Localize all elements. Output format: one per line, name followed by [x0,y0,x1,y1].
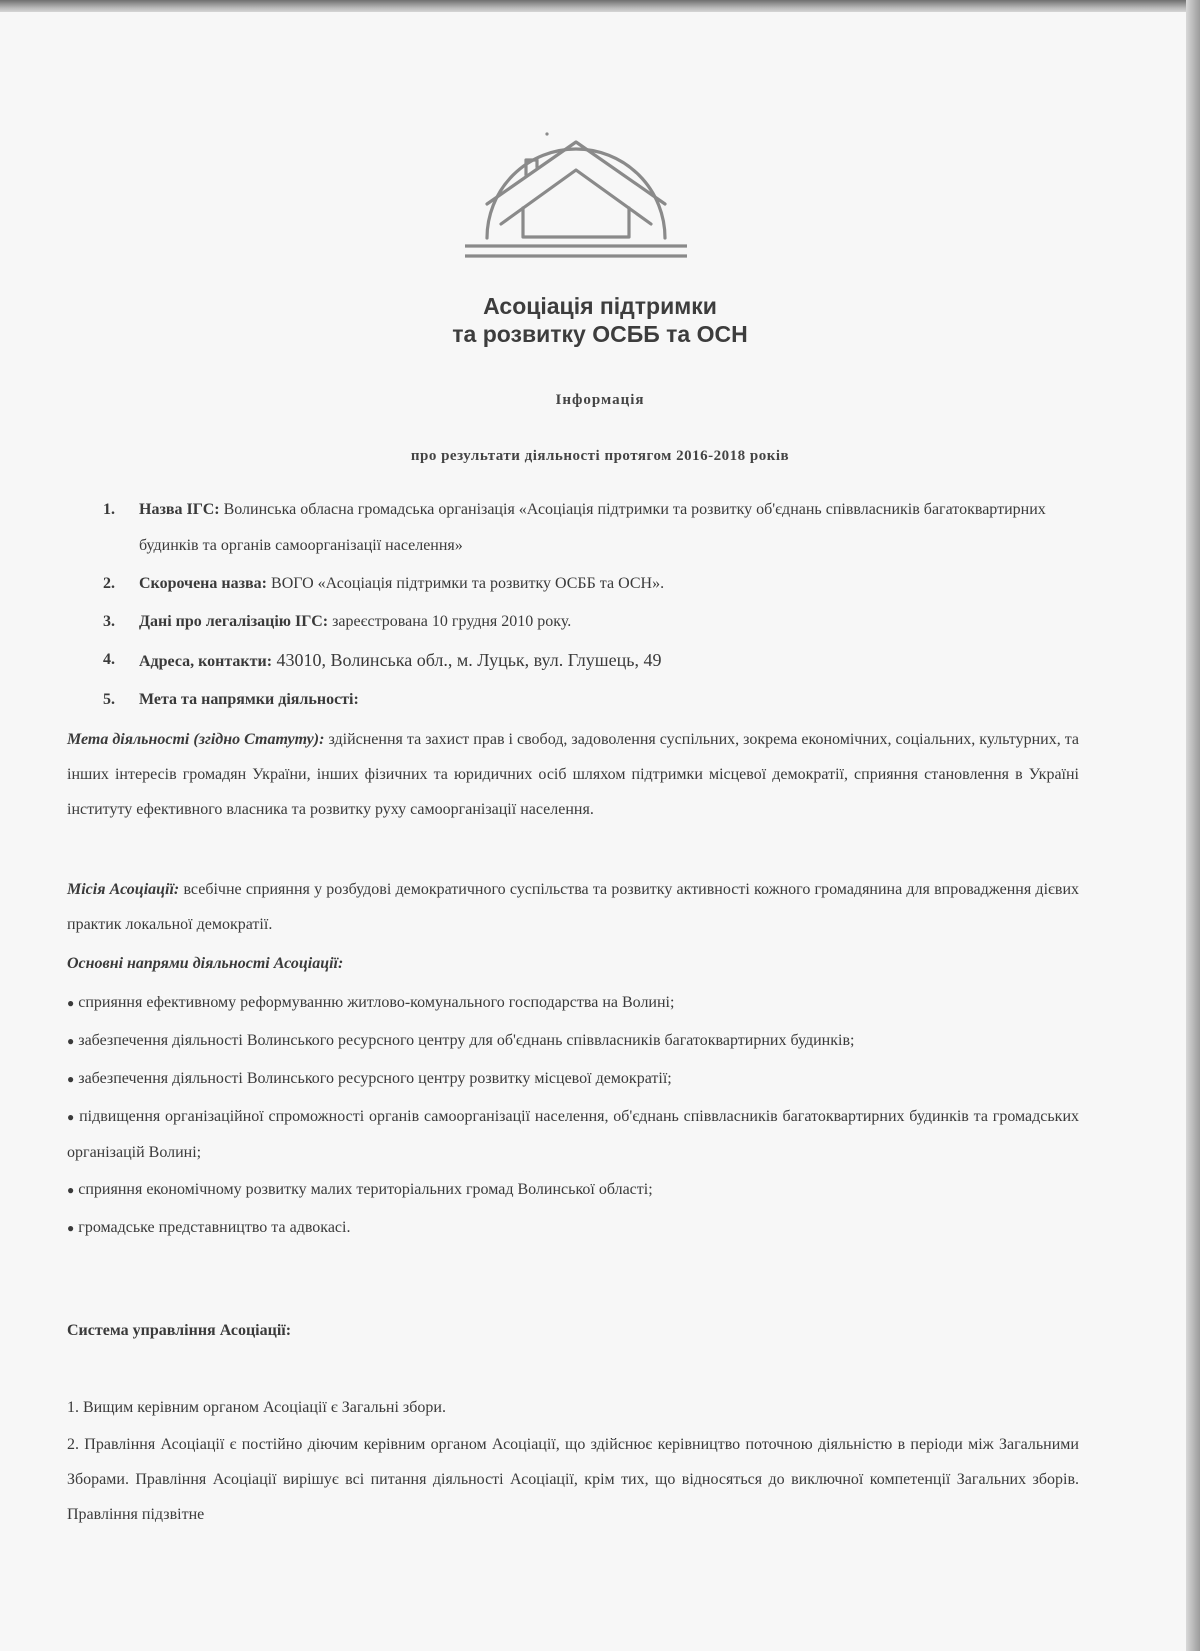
info-item-number: 3. [103,613,115,630]
list-item-text: підвищення організаційної спроможності органів самоорганізації населення, об'єднань співвласників багатоквартирних будинків та громадських організацій Волині; [67,1108,1080,1161]
directions-heading [67,946,1079,981]
info-item [103,566,1078,602]
scan-right-edge [1186,0,1200,1651]
mission-text: всебічне сприяння у розбудові демократичного суспільства та розвитку активності кожного громадянина для впровадження дієвих практик локальної демократії. [67,881,1080,933]
list-item [67,1099,1079,1170]
mission-paragraph [67,872,1079,942]
info-item-value: ВОГО «Асоціація підтримки та розвитку ОСББ та ОСН». [267,575,665,592]
bullet-icon: ● [67,996,75,1010]
directions-label: Основні напрями діяльності Асоціації: [67,955,344,972]
document-subheading: про результати діяльності протягом 2016-2018 років [410,448,790,464]
list-item-text: сприяння економічному розвитку малих територіальних громад Волинської області; [78,1181,653,1198]
list-item [67,1172,1079,1208]
info-item-number: 5. [103,691,115,708]
info-item-label: Назва ІГС: [139,501,220,518]
house-logo-icon [465,112,687,282]
info-item-number: 1. [103,501,115,518]
list-item-text: забезпечення діяльності Волинського ресурсного центру розвитку місцевої демократії; [78,1070,672,1087]
organization-title [300,292,900,348]
directions-list [67,985,1079,1248]
management-list [67,1390,1079,1534]
bullet-icon: ● [67,1221,75,1235]
mission-label: Місія Асоціації: [67,881,180,898]
management-item: 1. Вищим керівним органом Асоціації є Загальні збори. [67,1399,446,1416]
goal-text: здійснення та захист прав і свобод, задоволення суспільних, зокрема економічних, соціальних, культурних, та інших інтересів громадян України, інших фізичних та юридичних осіб шляхом підтримки місцевої демократії, сприяння становлення в Україні інституту ефективного власника та розвитку руху самоорганізації населення. [67,731,1079,818]
management-title: Система управління Асоціації: [67,1322,292,1339]
info-item-value: зареєстрована 10 грудня 2010 року. [328,613,572,630]
info-item [103,682,1078,718]
list-item [67,985,1079,1021]
info-item-number: 4. [103,651,115,668]
management-item: 2. Правління Асоціації є постійно діючим керівним органом Асоціації, що здійснює керівництво поточною діяльністю в періоди між Загальними Зборами. Правління Асоціації вирішує всі питання діяльності Асоціації, крім тих, що відносяться до виключної компетенції Загальних зборів. Правління підзвітне [67,1436,1079,1523]
list-item [67,1023,1079,1059]
bullet-icon: ● [67,1110,76,1124]
info-item [103,604,1078,640]
goal-paragraph [67,722,1079,827]
bullet-icon: ● [67,1072,75,1086]
info-item-label: Адреса, контакти: [139,653,273,670]
goal-label: Мета діяльності (згідно Статуту): [67,731,325,748]
info-list [103,492,1078,720]
info-item-label: Дані про легалізацію ІГС: [139,613,329,630]
list-item [67,1061,1079,1097]
info-item [103,492,1078,564]
list-item-text: громадське представництво та адвокасі. [78,1219,351,1236]
list-item [67,1210,1079,1246]
info-item-label: Мета та напрямки діяльності: [139,691,359,708]
document-heading: Інформація [555,392,645,408]
organization-title-line2: та розвитку ОСББ та ОСН [452,321,748,347]
list-item-text: забезпечення діяльності Волинського ресурсного центру для об'єднань співвласників багатоквартирних будинків; [78,1032,855,1049]
bullet-icon: ● [67,1183,75,1197]
info-item-label: Скорочена назва: [139,575,268,592]
organization-title-line1: Асоціація підтримки [483,293,717,319]
info-item-number: 2. [103,575,115,592]
list-item-text: сприяння ефективному реформуванню житлово-комунального господарства на Волині; [78,994,675,1011]
bullet-icon: ● [67,1034,75,1048]
info-item [103,642,1078,680]
info-item-value: Волинська обласна громадська організація «Асоціація підтримки та розвитку об'єднань співвласників багатоквартирних будинків та органів самоорганізації населення» [139,501,1046,554]
info-item-value: 43010, Волинська обл., м. Луцьк, вул. Глушець, 49 [272,650,662,670]
